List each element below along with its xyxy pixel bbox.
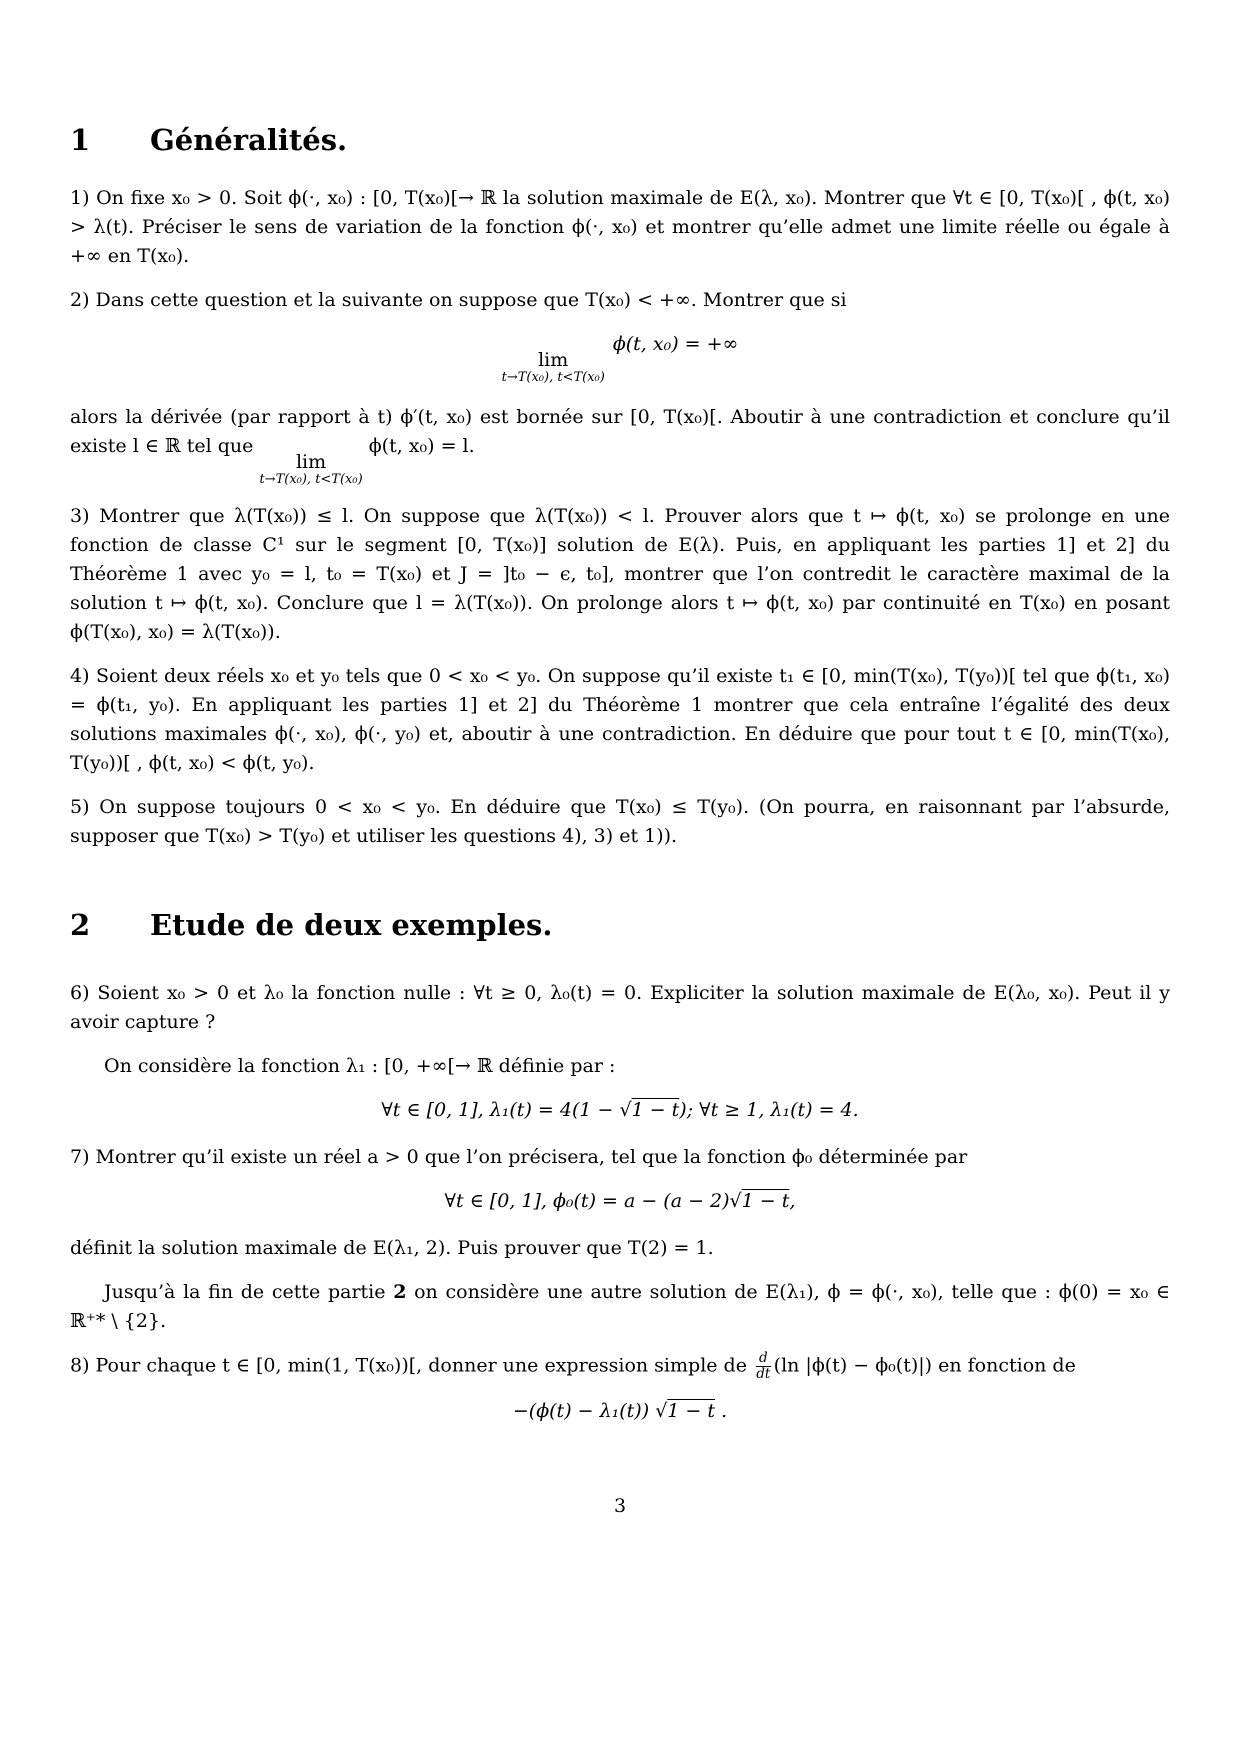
question-1-paragraph: 1) On fixe x₀ > 0. Soit ϕ(·, x₀) : [0, T(x₀)[→ ℝ la solution maximale de E(λ, x₀). Montrer que ∀t ∈ [0, T(x₀)[ , ϕ(t, x₀) > λ(t). Préciser le sens de variation de la fonction ϕ(·, x₀) et montrer qu’elle admet une limite réelle ou égale à +∞ en T(x₀). [70,187,1170,267]
question-5-paragraph: 5) On suppose toujours 0 < x₀ < y₀. En déduire que T(x₀) ≤ T(y₀). (On pourra, en raisonnant par l’absurde, supposer que T(x₀) > T(y₀) et utiliser les questions 4), 3) et 1)). [70,796,1170,848]
question-8-formula [70,1397,1170,1426]
lim-subscript: t→T(x₀), t<T(x₀) [501,369,605,385]
section-2-number: 2 [70,908,91,943]
interlude-paragraph [70,1278,1170,1336]
question-2-display-limit-formula [70,330,1170,385]
question-2-intro-paragraph: 2) Dans cette question et la suivante on suppose que T(x₀) < +∞. Montrer que si [70,289,847,311]
question-4-paragraph: 4) Soient deux réels x₀ et y₀ tels que 0 < x₀ < y₀. On suppose qu’il existe t₁ ∈ [0, min(T(x₀), T(y₀))[ tel que ϕ(t₁, x₀) = ϕ(t₁, y₀). En appliquant les parties 1] et 2] du Théorème 1 montrer que cela entraîne l’égalité des deux solutions maximales ϕ(·, x₀), ϕ(·, y₀) et, aboutir à une contradiction. En déduire que pour tout t ∈ [0, min(T(x₀), T(y₀))[ , ϕ(t, x₀) < ϕ(t, y₀). [70,665,1170,775]
fraction-numerator: d [756,1351,771,1367]
sqrt-icon: √ [655,1400,668,1423]
phi0-formula-post: , [789,1190,796,1213]
question-2-after-text: alors la dérivée (par rapport à t) ϕ′(t, x₀) est bornée sur [0, T(x₀)[. Aboutir à une contradiction et conclure qu’il existe l ∈ ℝ tel que [70,406,1170,458]
page-number: 3 [613,1495,627,1517]
question-3-paragraph: 3) Montrer que λ(T(x₀)) ≤ l. On suppose que λ(T(x₀)) < l. Prouver alors que t ↦ ϕ(t, x₀) se prolonge en une fonction de classe C¹ sur le segment [0, T(x₀)] solution de E(λ). Puis, en appliquant les parties 1] et 2] du Théorème 1 avec y₀ = l, t₀ = T(x₀) et J = ]t₀ − ϵ, t₀], montrer que l’on contredit le caractère maximal de la solution t ↦ ϕ(t, x₀). Conclure que l = λ(T(x₀)). On prolonge alors t ↦ ϕ(t, x₀) par continuité en T(x₀) en posant ϕ(T(x₀), x₀) = λ(T(x₀)). [70,505,1170,644]
phi0-formula-sqrt-arg: 1 − t [741,1190,790,1213]
limit-operator-inline [259,452,362,487]
question-7-after-paragraph: définit la solution maximale de E(λ₁, 2). Puis prouver que T(2) = 1. [70,1237,714,1260]
fraction-denominator: dt [756,1366,771,1383]
question-6-paragraph: 6) Soient x₀ > 0 et λ₀ la fonction nulle : ∀t ≥ 0, λ₀(t) = 0. Expliciter la solution maximale de E(λ₀, x₀). Peut il y avoir capture ? [70,982,1170,1034]
question-8-formula-sqrt-arg: 1 − t [667,1400,716,1423]
question-2-after-paragraph [70,403,1170,487]
question-7-intro-paragraph: 7) Montrer qu’il existe un réel a > 0 que l’on précisera, tel que la fonction ϕ₀ déterminée par [70,1146,968,1169]
question-8-pre: 8) Pour chaque t ∈ [0, min(1, T(x₀))[, donner une expression simple de [70,1354,753,1377]
interlude-pre: Jusqu’à la fin de cette partie [104,1281,394,1304]
sqrt-icon: √ [729,1190,742,1213]
lim-word-inline: lim [295,451,327,474]
interlude-post: on considère une autre solution de E(λ₁), ϕ = ϕ(·, x₀), telle que : ϕ(0) = x₀ ∈ ℝ⁺* \ {2}. [70,1281,1170,1333]
sqrt-icon: √ [619,1099,632,1122]
lambda1-formula-post: ); ∀t ≥ 1, λ₁(t) = 4. [679,1099,859,1122]
lim-subscript-inline: t→T(x₀), t<T(x₀) [259,472,363,488]
phi0-formula-pre: ∀t ∈ [0, 1], ϕ₀(t) = a − (a − 2) [444,1190,730,1213]
lambda1-formula-sqrt-arg: 1 − t [631,1099,680,1122]
lambda1-intro-paragraph: On considère la fonction λ₁ : [0, +∞[→ ℝ définie par : [104,1055,616,1078]
question-8-formula-post: . [715,1400,728,1423]
lambda1-definition-formula [70,1096,1170,1125]
derivative-fraction [756,1351,771,1382]
limit-operator [502,350,605,385]
section-2-title: Etude de deux exemples. [150,908,553,943]
limit-expression-inline: ϕ(t, x₀) = l. [368,435,475,458]
question-8-post: (ln |ϕ(t) − ϕ₀(t)|) en fonction de [773,1354,1076,1377]
section-2-heading [70,907,1170,943]
section-1-heading [70,122,1170,158]
question-8-paragraph [70,1351,1170,1382]
limit-expression: ϕ(t, x₀) = +∞ [612,333,739,355]
section-1-title: Généralités. [150,123,348,157]
section-1-number: 1 [70,123,91,157]
interlude-bold-part-number: 2 [393,1281,407,1304]
lambda1-formula-pre: ∀t ∈ [0, 1], λ₁(t) = 4(1 − [381,1099,620,1122]
lim-word: lim [538,349,569,371]
phi0-definition-formula [70,1187,1170,1216]
question-8-formula-pre: −(ϕ(t) − λ₁(t)) [512,1400,656,1423]
